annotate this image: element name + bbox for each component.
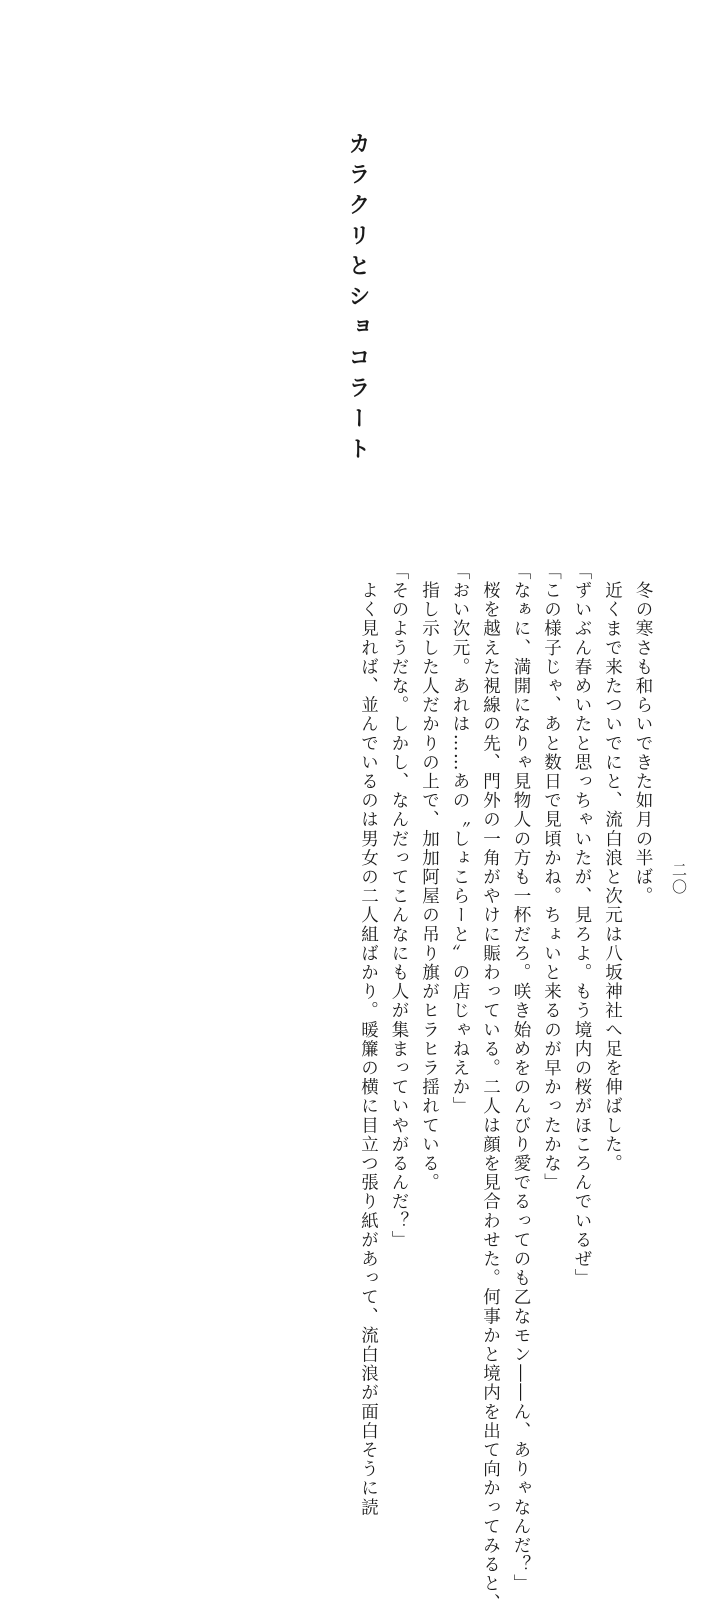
paragraph: 冬の寒さも和らいできた如月の半ば。 [633, 562, 653, 906]
paragraph: 近くまで来たついでにと、流白浪と次元は八坂神社へ足を伸ばした。 [602, 562, 623, 1174]
chapter-title: カラクリとショコラート [345, 132, 370, 468]
paragraph: 「なぁに、満開になりゃ見物人の方も一杯だろ。咲き始めをのんびり愛でるってのも乙なモン――ん、ありゃなんだ？」 [511, 562, 531, 1594]
page-number: 二〇 [670, 862, 688, 896]
paragraph: 「そのようだな。しかし、なんだってこんなにも人が集まっていやがるんだ？」 [389, 562, 409, 1250]
paragraph: 桜を越えた視線の先、門外の一角がやけに賑わっている。二人は顔を見合わせた。何事かと境内を出て向かってみると、 [480, 562, 501, 1613]
body-text [92, 562, 658, 1613]
paragraph: 「ずいぶん春めいたと思っちゃいたが、見ろよ。もう境内の桜がほころんでいるぜ」 [572, 562, 592, 1288]
paragraph: 指し示した人だかりの上で、加加阿屋の吊り旗がヒラヒラ揺れている。 [419, 562, 440, 1193]
paragraph: 「この様子じゃ、あと数日で見頃かね。ちょいと来るのが早かったかな」 [541, 562, 562, 1193]
paragraph: 「おい次元。あれは……あの〝しょこらーと〟の店じゃねえか」 [450, 562, 470, 1116]
paragraph: よく見れば、並んでいるのは男女の二人組ばかり。暖簾の横に目立つ張り紙があって、流白浪が面白そうに読 [358, 562, 379, 1517]
